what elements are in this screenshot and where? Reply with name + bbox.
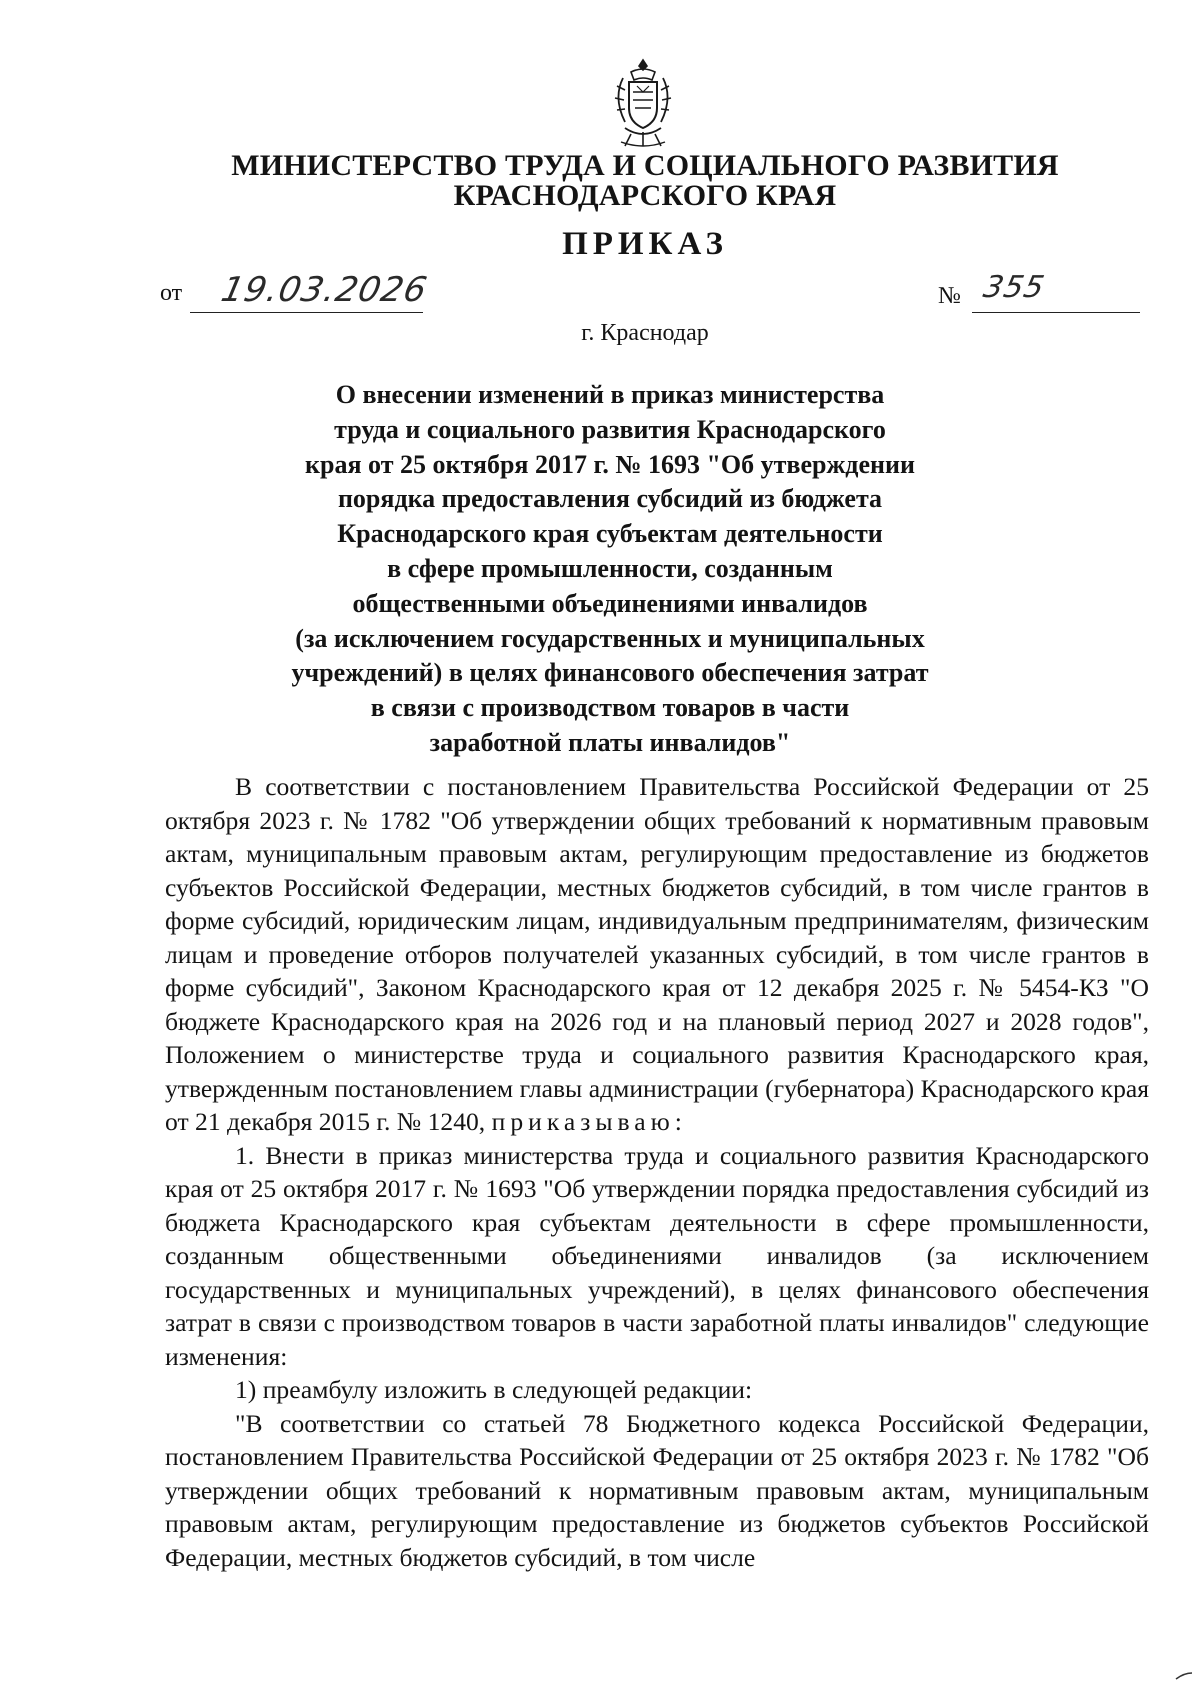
subject-line: в связи с производством товаров в части [370, 693, 850, 723]
subject-line: общественными объединениями инвалидов [352, 588, 868, 618]
date-underline [190, 312, 423, 313]
order-subject [290, 378, 930, 761]
ministry-name-line-2: КРАСНОДАРСКОГО КРАЯ [453, 179, 837, 212]
handwritten-date: 19.03.2026 [217, 270, 431, 310]
body-paragraph-subitem-1: 1) преамбулу изложить в следующей редакции: [235, 1375, 753, 1404]
ministry-name-line-1: МИНИСТЕРСТВО ТРУДА И СОЦИАЛЬНОГО РАЗВИТИЯ [231, 149, 1059, 182]
document-type-title: ПРИКАЗ [562, 226, 728, 262]
subject-line: порядка предоставления субсидий из бюджета [337, 484, 883, 514]
date-prefix: от [160, 280, 183, 306]
body-paragraph-preamble [165, 770, 1149, 1139]
order-word: приказываю: [491, 1107, 687, 1136]
number-prefix: № [938, 283, 961, 309]
city-name: г. Краснодар [581, 320, 709, 346]
handwritten-number: 355 [980, 270, 1048, 305]
subject-line: в сфере промышленности, созданным [387, 553, 833, 583]
coat-of-arms-emblem [605, 58, 681, 150]
subject-line: Краснодарского края субъектам деятельности [337, 519, 883, 549]
preamble-text: В соответствии с постановлением Правительства Российской Федерации от 25 октября 2023 г. № 1782 "Об утверждении общих требований к нормативным правовым актам, муниципальным правовым актам, регулирующим предоставление из бюджетов субъектов Российской Федерации, местных бюджетов субсидий, в том числе грантов в форме субсидий, юридическим лицам, индивидуальным предпринимателям, физическим лицам и проведение отборов получателей указанных субсидий, в том числе грантов в форме субсидий", Законом Краснодарского края от 12 декабря 2025 г. № 5454-КЗ "О бюджете Краснодарского края на 2026 год и на плановый период 2027 и 2028 годов", Положением о министерстве труда и социального развития Краснодарского края, утвержденным постановлением главы администрации (губернатора) Краснодарского края от 21 декабря 2015 г. № 1240, [165, 772, 1149, 1136]
order-body [165, 770, 1149, 1574]
subject-line: труда и социального развития Краснодарского [334, 414, 886, 444]
subject-line: учреждений) в целях финансового обеспечения затрат [291, 658, 929, 688]
body-paragraph-item-1: 1. Внести в приказ министерства труда и социального развития Краснодарского края от 25 октября 2017 г. № 1693 "Об утверждении порядка предоставления субсидий из бюджета Краснодарского края субъектам деятельности в сфере промышленности, созданным общественными объединениями инвалидов (за исключением государственных и муниципальных учреждений), в целях финансового обеспечения затрат в связи с производством товаров в части заработной платы инвалидов" следующие изменения: [165, 1140, 1149, 1371]
body-paragraph-new-preamble: "В соответствии со статьей 78 Бюджетного кодекса Российской Федерации, постановлением Правительства Российской Федерации от 25 октября 2023 г. № 1782 "Об утверждении общих требований к нормативным правовым актам, муниципальным правовым актам, регулирующим предоставление из бюджетов субъектов Российской Федерации, местных бюджетов субсидий, в том числе [165, 1408, 1149, 1572]
subject-line: О внесении изменений в приказ министерства [335, 380, 885, 409]
subject-line: заработной платы инвалидов" [429, 727, 791, 757]
number-underline [972, 312, 1140, 313]
scan-mark [1175, 1672, 1193, 1680]
subject-line: (за исключением государственных и муниципальных [295, 623, 925, 653]
subject-line: края от 25 октября 2017 г. № 1693 "Об утверждении [305, 449, 915, 479]
